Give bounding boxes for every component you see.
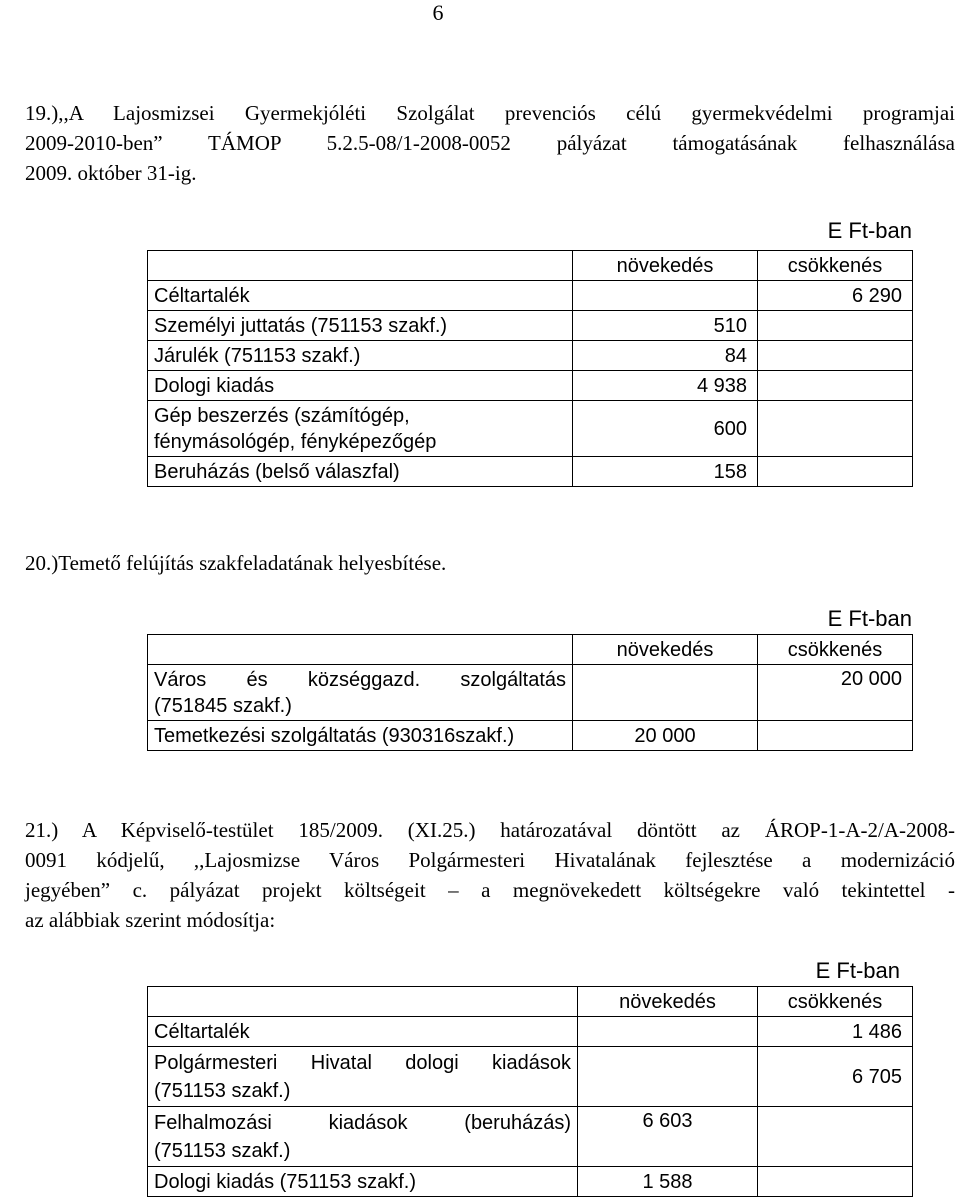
header-label-cell	[148, 987, 578, 1017]
row-label: Személyi juttatás (751153 szakf.)	[148, 311, 573, 341]
section-21-line-2: 0091 kódjelű, ,,Lajosmizse Város Polgármesteri Hivatalának fejlesztése a modernizáció	[25, 848, 955, 872]
table-row	[148, 1167, 913, 1197]
row-increase: 600	[573, 401, 758, 457]
header-increase: növekedés	[573, 251, 758, 281]
section-21-line-3: jegyében” c. pályázat projekt költségeit – a megnövekedett költségekre való tekintettel -	[25, 878, 955, 902]
row-label	[148, 1107, 578, 1167]
section-19-line-2: 2009-2010-ben” TÁMOP 5.2.5-08/1-2008-0052 pályázat támogatásának felhasználása	[25, 131, 955, 155]
table-row	[148, 401, 913, 457]
row-label: Temetkezési szolgáltatás (930316szakf.)	[148, 721, 573, 751]
table-row	[148, 721, 913, 751]
row-decrease	[758, 457, 913, 487]
row-decrease: 6 290	[758, 281, 913, 311]
section-20-unit: E Ft-ban	[827, 606, 912, 631]
table-row	[148, 311, 913, 341]
header-label-cell	[148, 251, 573, 281]
row-label: Dologi kiadás (751153 szakf.)	[148, 1167, 578, 1197]
row-label-line-2: (751845 szakf.)	[154, 694, 292, 717]
row-label-line-1: Város és községgazd. szolgáltatás	[154, 668, 566, 691]
table-row	[148, 457, 913, 487]
table-header-row	[148, 635, 913, 665]
row-label-line-2: (751153 szakf.)	[154, 1079, 291, 1102]
table-row	[148, 371, 913, 401]
row-decrease	[758, 371, 913, 401]
row-decrease: 20 000	[758, 665, 913, 721]
row-label: Céltartalék	[148, 1017, 578, 1047]
section-19-line-1: 19.),,A Lajosmizsei Gyermekjóléti Szolgálat prevenciós célú gyermekvédelmi programjai	[25, 101, 955, 125]
section-19-text	[25, 98, 955, 188]
row-increase	[573, 665, 758, 721]
row-decrease	[758, 341, 913, 371]
table-row	[148, 1017, 913, 1047]
header-increase: növekedés	[573, 635, 758, 665]
table-row	[148, 281, 913, 311]
section-20-title: Temető felújítás szakfeladatának helyesbítése.	[58, 551, 447, 575]
row-increase: 84	[573, 341, 758, 371]
row-increase: 20 000	[573, 721, 758, 751]
section-21-table	[147, 986, 913, 1197]
table-header-row	[148, 251, 913, 281]
header-decrease: csökkenés	[758, 251, 913, 281]
row-decrease	[758, 721, 913, 751]
row-label	[148, 1047, 578, 1107]
header-decrease: csökkenés	[758, 987, 913, 1017]
header-decrease: csökkenés	[758, 635, 913, 665]
row-label-line-2: (751153 szakf.)	[154, 1139, 291, 1162]
row-label: Dologi kiadás	[148, 371, 573, 401]
section-19-unit: E Ft-ban	[827, 218, 912, 243]
row-label-line-1: Felhalmozási kiadások (beruházás)	[154, 1111, 571, 1134]
header-label-cell	[148, 635, 573, 665]
row-increase: 510	[573, 311, 758, 341]
row-increase: 1 588	[578, 1167, 758, 1197]
row-increase: 4 938	[573, 371, 758, 401]
row-increase: 6 603	[578, 1107, 758, 1167]
page-number: 6	[432, 0, 444, 25]
row-increase	[573, 281, 758, 311]
row-increase	[578, 1047, 758, 1107]
row-label-line-1: Gép beszerzés (számítógép,	[154, 404, 410, 427]
row-label: Céltartalék	[148, 281, 573, 311]
section-21-line-1: 21.) A Képviselő-testület 185/2009. (XI.25.) határozatával döntött az ÁROP-1-A-2/A-2008-	[25, 818, 955, 842]
section-20-number: 20.)	[25, 551, 59, 575]
row-decrease: 1 486	[758, 1017, 913, 1047]
row-decrease: 6 705	[758, 1047, 913, 1107]
section-19-table	[147, 250, 913, 487]
row-label	[148, 665, 573, 721]
row-decrease	[758, 401, 913, 457]
header-increase: növekedés	[578, 987, 758, 1017]
table-row	[148, 341, 913, 371]
row-label-line-1: Polgármesteri Hivatal dologi kiadások	[154, 1051, 571, 1074]
row-label-line-2: fénymásológép, fényképezőgép	[154, 430, 437, 453]
row-decrease	[758, 1167, 913, 1197]
table-row	[148, 1107, 913, 1167]
section-21-line-4: az alábbiak szerint módosítja:	[25, 908, 276, 932]
row-label: Beruházás (belső válaszfal)	[148, 457, 573, 487]
section-21-text	[25, 815, 955, 935]
row-label: Járulék (751153 szakf.)	[148, 341, 573, 371]
section-21-unit: E Ft-ban	[815, 958, 900, 983]
row-increase	[578, 1017, 758, 1047]
row-label	[148, 401, 573, 457]
row-increase: 158	[573, 457, 758, 487]
table-row	[148, 665, 913, 721]
section-20-table	[147, 634, 913, 751]
row-decrease	[758, 1107, 913, 1167]
section-19-line-3: 2009. október 31-ig.	[25, 161, 197, 185]
section-20-heading	[25, 548, 955, 578]
table-header-row	[148, 987, 913, 1017]
table-row	[148, 1047, 913, 1107]
row-decrease	[758, 311, 913, 341]
